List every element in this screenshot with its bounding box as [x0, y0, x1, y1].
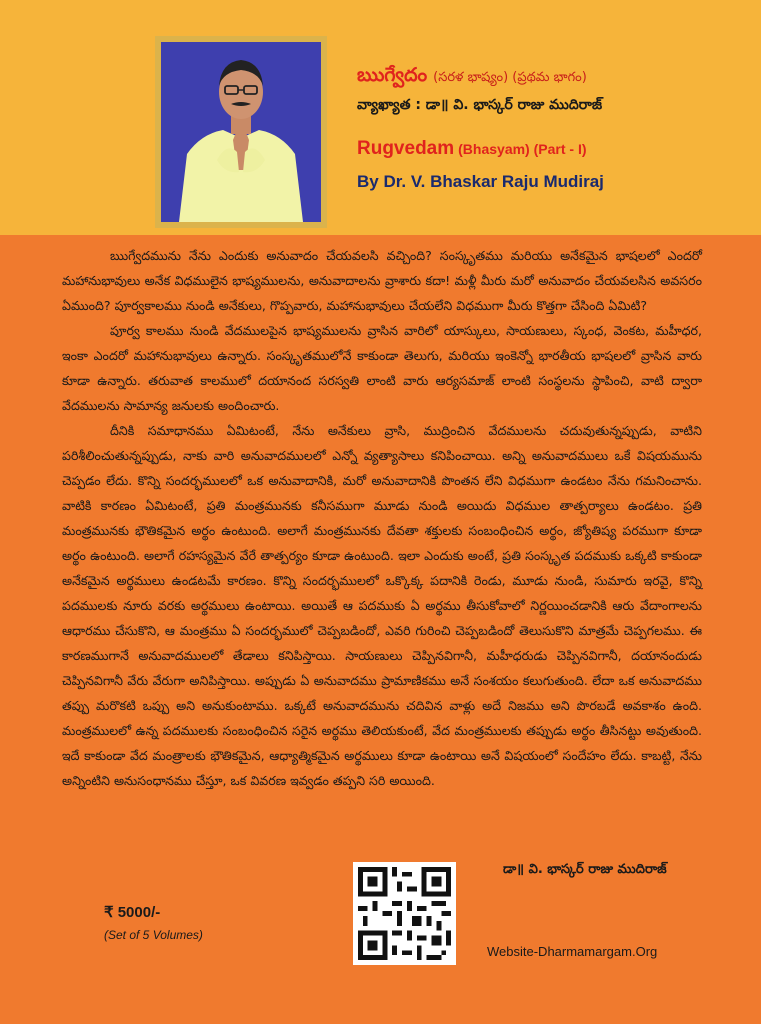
title-telugu-main: ఋగ్వేదం [357, 64, 428, 86]
book-title-telugu [357, 64, 587, 91]
qr-code-icon[interactable] [353, 862, 456, 965]
website-link[interactable]: Website-Dharmamargam.Org [487, 944, 658, 959]
blurb-paragraph-3: దీనికి సమాధానము ఏమిటంటే, నేను అనేకులు వ్రాసి, ముద్రించిన వేదములను చదువుతున్నప్పుడు, వాటిని పరిశీలించుతున్నప్పుడు, నాకు వారి అనువాదములలో ఎన్నో వ్యత్యాసాలు కనిపించాయి. అన్ని అనువాదములు ఒకే విషయమును చెప్పడం లేదు. కొన్ని సందర్భములలో ఒక అనువాదానికి, మరో అనువాదానికి పొంతన లేని విధముగా ఉండటం నేను గమనించాను. వాటికి కారణం ఏమిటంటే, ప్రతి మంత్రమునకు కనీసముగా మూడు నుండి అయిదు విధముల తాత్పర్యాలు ఉండటం. ప్రతి మంత్రమునకు భౌతికమైన అర్థం ఉంటుంది. అలాగే మంత్రమునకు దేవతా శక్తులకు సంబంధించిన అర్థం, జ్యోతిష్య పరముగా కూడా అర్థం ఉంటుంది. అలాగే రహస్యమైన వేరే తాత్పర్యం కూడా ఉంటుంది. ఇలా ఎందుకు అంటే, ప్రతి సంస్కృత పదముకు ఒక్కటి కాకుండా అనేకమైన అర్థములు ఉండటమే కారణం. కొన్ని సందర్భములలో ఒక్కొక్క పదానికి రెండు, మూడు నుండి, సుమారు ఇరవై, కొన్ని పదములకు నూరు వరకు అర్థములు ఉంటాయి. అయితే ఆ పదముకు ఏ అర్థము తీసుకోవాలో నిర్ణయించడానికి ఆరు వేదాంగాలను ఆధారము చేసుకొని, ఆ మంత్రము ఏ సందర్భములో చెప్పబడిందో, ఎవరి గురించి చెప్పబడిందో తెలుసుకొని మాత్రమే చెప్పగలము. ఈ కారణముగానే అనువాదములలో తేడాలు కనిపిస్తాయి. సాయణులు చెప్పినవిగానీ, మహీధరుడు చెప్పినవిగానీ, దయానందుడు చెప్పినవిగానీ వేరు వేరుగా అనిపిస్తాయి. అప్పుడు ఏ అనువాదము ప్రామాణికము అనే సంశయం కలుగుతుంది. లేదా ఒక అనువాదము తప్పు మరొకటి ఒప్పు అని అనుకుంటాము. ఒక్కటే అనువాదమును చదివిన వాళ్లు అదే నిజము అని పొరబడే అవకాశం ఉంది. మంత్రములలో ఉన్న పదములకు సంబంధించిన సరైన అర్థము తెలియకుంటే, వేద మంత్రములకు తప్పుడు అర్థం తీసినట్టు అవుతుంది. ఇదే కాకుండా వేద మంత్రాలకు భౌతికమైన, ఆధ్యాత్మికమైన అర్థములు కూడా ఉంటాయి అనే విషయంలో సందేహం లేదు. కాబట్టి, నేను అన్నింటిని అనుసంధానము చేస్తూ, ఒక వివరణ ఇవ్వడం తప్పని సరి అయింది. [62, 423, 702, 788]
volumes-note: (Set of 5 Volumes) [104, 928, 203, 942]
author-english: By Dr. V. Bhaskar Raju Mudiraj [357, 172, 604, 191]
book-title-english [357, 138, 587, 160]
price-label: ₹ 5000/- [104, 904, 161, 921]
title-english-main: Rugvedam [357, 138, 455, 159]
blurb-paragraph-2: పూర్వ కాలము నుండి వేదములపైన భాష్యములను వ్రాసిన వారిలో యాస్కులు, సాయణులు, స్కంధ, వెంకట, మహీధర, ఇంకా ఎందరో మహానుభావులు ఉన్నారు. సంస్కృతములోనే కాకుండా తెలుగు, మరియు ఇంకెన్నో భారతీయ భాషలలో వ్రాసిన వారు కూడా ఉన్నారు. తరువాత కాలములో దయానంద సరస్వతి లాంటి వారు ఆర్యసమాజ్ లాంటి సంస్థలను స్థాపించి, వాటి ద్వారా వేదములను సామాన్య జనులకు అందించారు. [62, 323, 702, 413]
title-english-sub: (Bhasyam) (Part - I) [458, 141, 587, 157]
cover-top-band [0, 0, 761, 235]
blurb-paragraph-1: ఋగ్వేదమును నేను ఎందుకు అనువాదం చేయవలసి వచ్చింది? సంస్కృతము మరియు అనేకమైన భాషలలో ఎందరో మహానుభావులు అనేక విధములైన భాష్యములను, అనువాదాలను వ్రాశారు కదా! మళ్లీ మీరు మరో అనువాదం చేయవలసిన అవసరం ఏముంది? పూర్వకాలము నుండి అనేకులు, గొప్పవారు, మహానుభావులు చేయలేని విధముగా మీరు కొత్తగా చేసింది ఏమిటి? [62, 248, 702, 313]
blurb-text [62, 243, 702, 793]
title-telugu-sub: (సరళ భాష్యం) (ప్రథమ భాగం) [433, 70, 587, 85]
author-photo-frame [155, 36, 327, 228]
author-signature: డా॥ వి. భాస్కర్ రాజు ముదిరాజ్ [503, 862, 667, 877]
author-telugu: వ్యాఖ్యాత : డా॥ వి. భాస్కర్ రాజు ముదిరాజ్ [357, 97, 603, 113]
author-portrait-icon [161, 42, 321, 222]
